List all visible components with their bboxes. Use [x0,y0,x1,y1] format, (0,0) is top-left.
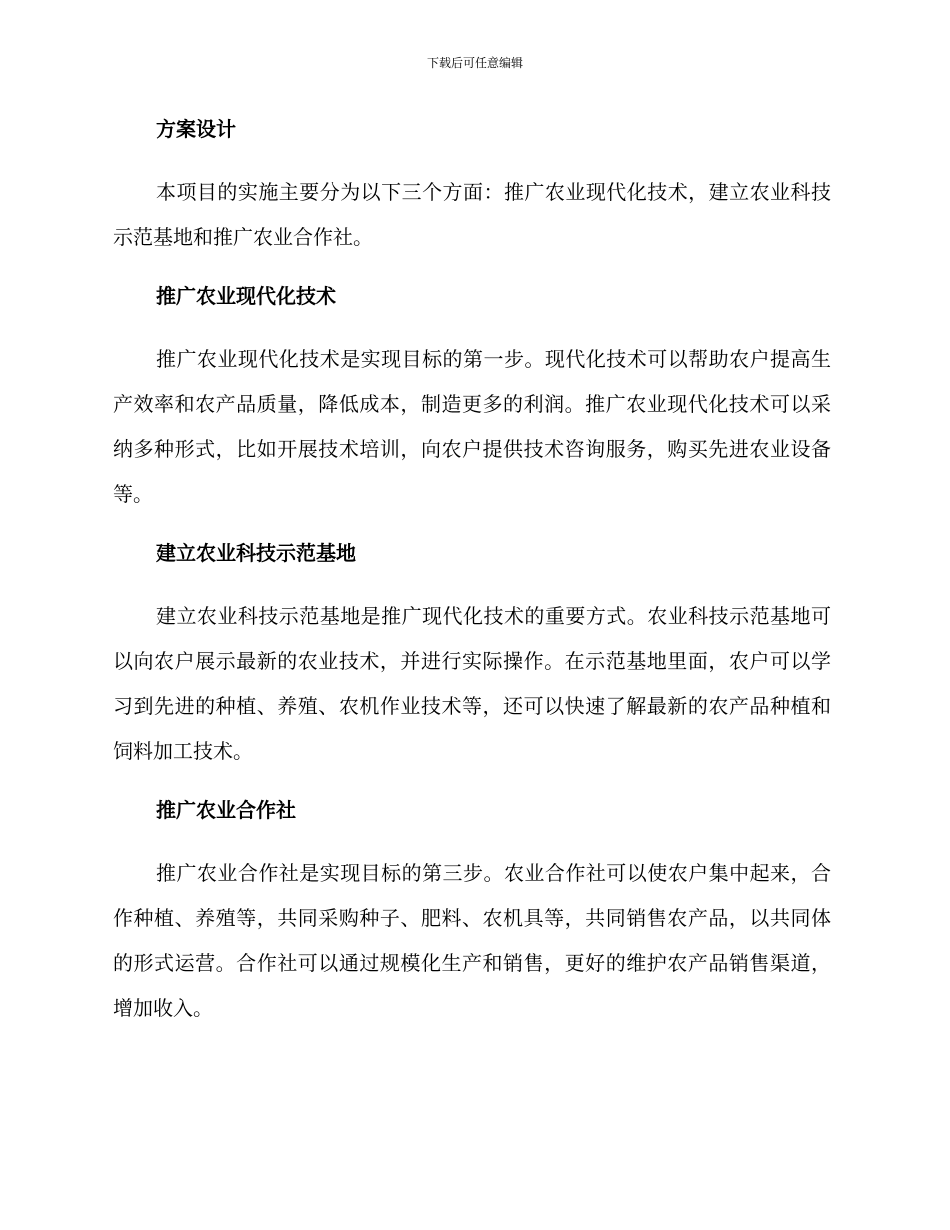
section-paragraph-modern-tech: 推广农业现代化技术是实现目标的第一步。现代化技术可以帮助农户提高生产效率和农产品质量，降低成本，制造更多的利润。推广农业现代化技术可以采纳多种形式，比如开展技术培训，向农户提供技术咨询服务，购买先进农业设备等。 [113,347,831,506]
document-body [113,114,831,1031]
section-heading-demo-base: 建立农业科技示范基地 [156,541,356,565]
spacer [113,517,831,538]
section-heading-plan-design: 方案设计 [156,117,236,141]
section-paragraph-demo-base: 建立农业科技示范基地是推广现代化技术的重要方式。农业科技示范基地可以向农户展示最新的农业技术，并进行实际操作。在示范基地里面，农户可以学习到先进的种植、养殖、农机作业技术等，还可以快速了解最新的农产品种植和饲料加工技术。 [113,604,831,763]
spacer [113,260,831,281]
section-heading-cooperative: 推广农业合作社 [156,798,296,822]
spacer [113,825,831,851]
page-header-note: 下载后可任意编辑 [426,56,523,70]
section-paragraph-cooperative: 推广农业合作社是实现目标的第三步。农业合作社可以使农户集中起来，合作种植、养殖等，共同采购种子、肥料、农机具等，共同销售农产品，以共同体的形式运营。合作社可以通过规模化生产和销售，更好的维护农产品销售渠道，增加收入。 [113,861,831,1020]
section-heading-modern-tech: 推广农业现代化技术 [156,284,336,308]
section-paragraph-plan-design: 本项目的实施主要分为以下三个方面：推广农业现代化技术，建立农业科技示范基地和推广农业合作社。 [113,180,831,249]
spacer [113,311,831,337]
spacer [113,568,831,594]
spacer [113,774,831,795]
spacer [113,144,831,170]
